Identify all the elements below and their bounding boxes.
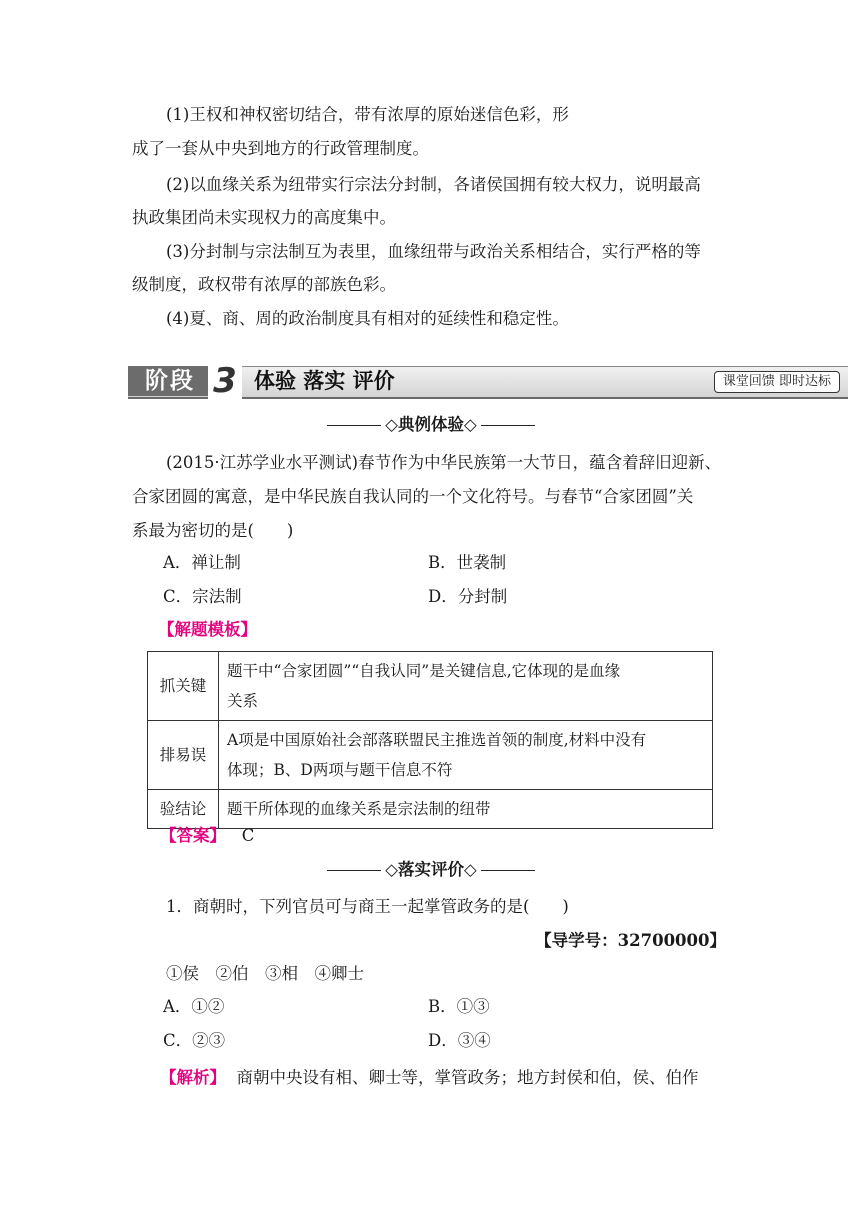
intro-point-4: (4)夏、商、周的政治制度具有相对的延续性和稳定性。 — [166, 309, 569, 328]
analysis-line — [160, 1066, 699, 1090]
row-content — [219, 652, 713, 721]
table-row — [148, 652, 713, 721]
template-label: 【解题模板】 — [158, 620, 257, 639]
option-a: A．禅让制 — [163, 553, 241, 572]
option-c: C．宗法制 — [163, 587, 242, 606]
intro-point-2-line-1: (2)以血缘关系为纽带实行宗法分封制，各诸侯国拥有较大权力，说明最高 — [166, 175, 701, 194]
stage-title: 体验 落实 评价 — [254, 369, 395, 393]
row-line: A项是中国原始社会部落联盟民主推选首领的制度,材料中没有 — [227, 731, 647, 749]
example-question-line-2: 合家团圆的寓意，是中华民族自我认同的一个文化符号。与春节“合家团圆”关 — [132, 487, 694, 506]
intro-point-1-line-2: 成了一套从中央到地方的行政管理制度。 — [132, 139, 429, 158]
option-d: D．分封制 — [428, 587, 508, 606]
stage-banner — [128, 362, 848, 400]
example-question-line-3: 系最为密切的是( ) — [132, 521, 294, 540]
example-heading-text: 典例体验 — [398, 415, 464, 434]
example-heading — [128, 413, 734, 437]
analysis-label: 【解析】 — [160, 1068, 226, 1087]
table-row — [148, 790, 713, 829]
example-question-line-1 — [166, 451, 721, 475]
practice-option-c: C．②③ — [163, 1031, 226, 1050]
answer-label: 【答案】 — [160, 826, 226, 845]
answer-line — [160, 824, 254, 848]
stage-label: 阶段 — [128, 366, 212, 396]
question-source: (2015·江苏学业水平测试) — [166, 453, 359, 472]
row-line: 关系 — [227, 692, 259, 710]
intro-point-2-line-2: 执政集团尚未实现权力的高度集中。 — [132, 208, 396, 227]
divider-line-right — [481, 425, 535, 426]
practice-option-b: B．①③ — [428, 997, 490, 1016]
row-line: 体现；B、D两项与题干信息不符 — [227, 761, 453, 779]
row-head: 验结论 — [148, 790, 219, 829]
table-row — [148, 721, 713, 790]
stage-tag: 课堂回馈 即时达标 — [714, 371, 840, 393]
diamond-icon: ◇ — [385, 415, 398, 434]
divider-line-right — [481, 870, 535, 871]
intro-point-3-line-2: 级制度，政权带有浓厚的部族色彩。 — [132, 275, 396, 294]
row-line: 题干中“合家团圆”“自我认同”是关键信息,它体现的是血缘 — [227, 662, 621, 680]
practice-heading-text: 落实评价 — [398, 860, 464, 879]
row-head: 抓关键 — [148, 652, 219, 721]
intro-point-3-line-1: (3)分封制与宗法制互为表里，血缘纽带与政治关系相结合，实行严格的等 — [166, 242, 701, 261]
divider-line-left — [327, 870, 381, 871]
practice-question-1: 1．商朝时，下列官员可与商王一起掌管政务的是( ) — [166, 897, 569, 916]
practice-option-d: D．③④ — [428, 1031, 491, 1050]
option-b: B．世袭制 — [428, 553, 507, 572]
analysis-text: 商朝中央设有相、卿士等，掌管政务；地方封侯和伯，侯、伯作 — [236, 1068, 699, 1087]
answer-value: C — [241, 826, 255, 845]
intro-point-1-line-1: (1)王权和神权密切结合，带有浓厚的原始迷信色彩，形 — [166, 105, 569, 124]
stage-number: 3 — [208, 362, 242, 400]
divider-line-left — [327, 425, 381, 426]
practice-items: ①侯 ②伯 ③相 ④卿士 — [166, 964, 364, 983]
diamond-icon: ◇ — [385, 860, 398, 879]
solution-template-table — [147, 651, 713, 829]
practice-option-a: A．①② — [163, 997, 225, 1016]
study-reference-number: 【导学号：32700000】 — [535, 931, 726, 950]
row-content — [219, 721, 713, 790]
question-text: 春节作为中华民族第一大节日，蕴含着辞旧迎新、 — [358, 453, 722, 472]
practice-heading — [128, 858, 734, 882]
diamond-icon: ◇ — [464, 415, 477, 434]
diamond-icon: ◇ — [464, 860, 477, 879]
row-head: 排易误 — [148, 721, 219, 790]
row-content: 题干所体现的血缘关系是宗法制的纽带 — [219, 790, 713, 829]
